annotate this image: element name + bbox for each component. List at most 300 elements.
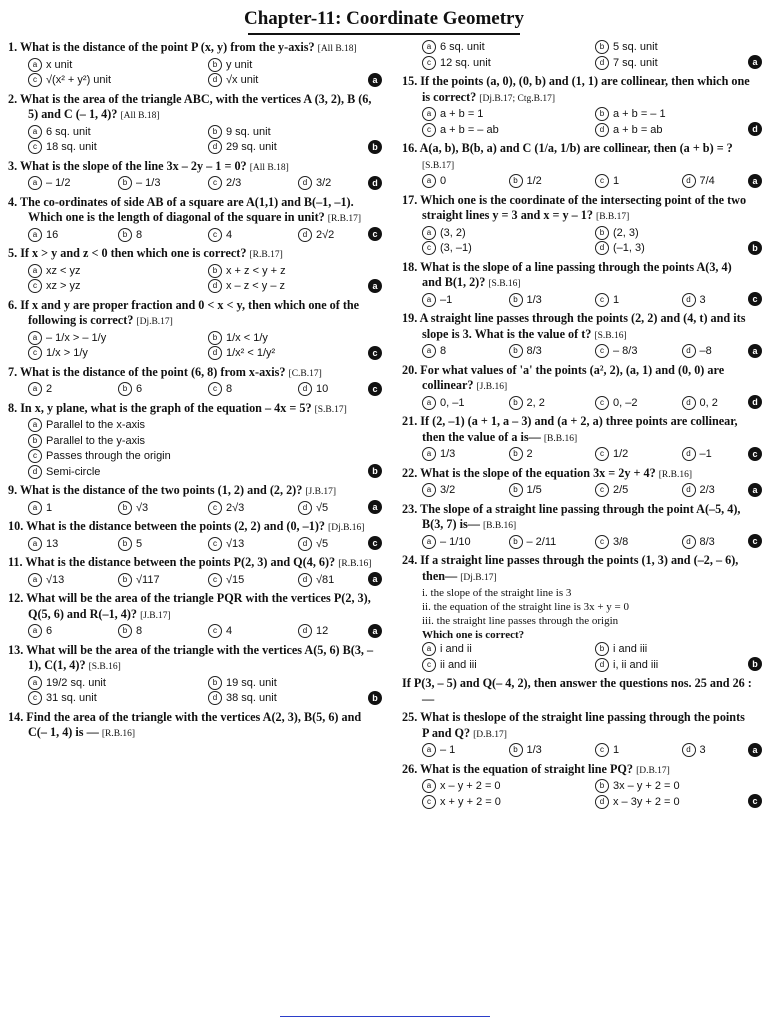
question-stem	[8, 298, 382, 331]
question	[8, 365, 382, 398]
option-a[interactable]	[422, 293, 503, 309]
option-letter: c	[208, 501, 222, 515]
option-c[interactable]	[28, 73, 202, 89]
option-c[interactable]	[422, 795, 589, 811]
options-grid	[402, 344, 762, 360]
answer-badge: b	[368, 140, 382, 154]
option-letter: b	[208, 331, 222, 345]
option-letter: a	[422, 535, 436, 549]
option-letter: a	[28, 58, 42, 72]
option-text: √15	[226, 573, 245, 586]
option-text: – 8/3	[613, 345, 638, 357]
option-text: – 1/3	[136, 177, 161, 189]
option-c[interactable]	[208, 382, 292, 398]
option-a[interactable]	[28, 624, 112, 640]
option-b[interactable]	[118, 573, 202, 589]
option-b[interactable]	[208, 676, 382, 692]
question-text: If the points (a, 0), (0, b) and (1, 1) are collinear, then which one is correct?	[420, 74, 750, 104]
option-text: 2, 2	[526, 396, 545, 409]
option-a[interactable]	[422, 226, 589, 242]
option-text: 16	[46, 228, 59, 241]
option-text: ii and iii	[440, 658, 477, 671]
option-text: a + b = – 1	[613, 108, 666, 120]
option-letter: b	[208, 58, 222, 72]
option-text: 1	[613, 744, 620, 756]
option-text: 4	[226, 625, 233, 637]
option-a[interactable]	[422, 535, 503, 551]
option-c[interactable]	[28, 449, 382, 465]
option-a[interactable]	[28, 537, 112, 553]
answer-badge: c	[368, 536, 382, 550]
option-text: Parallel to the x-axis	[46, 419, 146, 431]
option-a[interactable]	[28, 58, 202, 74]
option-b[interactable]	[509, 743, 590, 759]
question-number: 19.	[402, 311, 418, 325]
option-d[interactable]	[595, 56, 762, 72]
option-c[interactable]	[595, 483, 676, 499]
option-a[interactable]	[28, 501, 112, 517]
option-letter: b	[208, 676, 222, 690]
option-letter: b	[208, 264, 222, 278]
option-b[interactable]	[118, 501, 202, 517]
question-number: 6.	[8, 297, 18, 312]
option-letter: a	[422, 396, 436, 410]
option-text: – 1/2	[46, 177, 71, 189]
options-grid	[8, 537, 382, 553]
option-text: x – z < y – z	[226, 280, 285, 292]
board-reference: [B.B.17]	[596, 212, 630, 222]
option-b[interactable]	[595, 40, 762, 56]
option-text: 1/3	[526, 293, 542, 306]
question-text: What is the area of the triangle ABC, with the vertices A (3, 2), B (6, 5) and C (– 1, 4)?	[19, 91, 372, 121]
option-c[interactable]	[595, 447, 676, 463]
option-text: 1	[46, 501, 53, 514]
option-letter: a	[28, 176, 42, 190]
option-c[interactable]	[208, 573, 292, 589]
question-text: A straight line passes through the points (2, 2) and (4, t) and its slope is 3. What is the value of t?	[419, 311, 746, 341]
option-letter: b	[118, 501, 132, 515]
option-letter: c	[595, 396, 609, 410]
option-letter: a	[422, 226, 436, 240]
question	[8, 40, 382, 89]
question-text: For what values of 'a' the points (a², 2), (a, 1) and (0, 0) are collinear?	[420, 362, 725, 392]
options-grid	[402, 483, 762, 499]
option-b[interactable]	[509, 447, 590, 463]
question-number: 9.	[8, 483, 18, 497]
question	[8, 710, 382, 743]
options-grid	[8, 331, 382, 362]
board-reference: [S.B.17]	[314, 404, 347, 415]
option-a[interactable]	[422, 743, 503, 759]
option-a[interactable]	[28, 676, 202, 692]
options-grid	[8, 228, 382, 244]
option-letter: b	[509, 293, 523, 307]
question-text: The slope of a straight line passing through the point A(–5, 4), B(3, 7) is—	[420, 501, 741, 531]
option-text: 2√3	[226, 501, 245, 514]
answer-badge: a	[368, 279, 382, 293]
option-letter: a	[28, 418, 42, 432]
option-c[interactable]	[595, 535, 676, 551]
option-b[interactable]	[118, 228, 202, 244]
option-b[interactable]	[118, 624, 202, 640]
options-grid	[8, 58, 382, 89]
option-letter: b	[118, 573, 132, 587]
option-text: 2	[46, 383, 53, 395]
option-letter: c	[28, 346, 42, 360]
question-stem	[8, 92, 382, 125]
question	[8, 195, 382, 244]
question-text: If (2, –1) (a + 1, a – 3) and (a + 2, a) three points are collinear, then the value of a is—	[420, 414, 738, 444]
question	[8, 159, 382, 192]
option-d[interactable]	[28, 465, 382, 481]
option-d[interactable]	[595, 241, 762, 257]
option-text: 3/8	[613, 535, 629, 548]
option-b[interactable]	[595, 226, 762, 242]
option-c[interactable]	[208, 624, 292, 640]
option-text: a + b = – ab	[440, 123, 499, 136]
question-number: 20.	[402, 362, 418, 377]
option-text: xz > yz	[46, 280, 81, 292]
option-text: √5	[316, 537, 329, 550]
option-text: 1/5	[526, 484, 542, 496]
options-grid	[8, 676, 382, 707]
option-a[interactable]	[28, 382, 112, 398]
option-a[interactable]	[422, 447, 503, 463]
option-text: 19/2 sq. unit	[46, 676, 106, 689]
option-letter: c	[422, 658, 436, 672]
answer-badge: c	[748, 292, 762, 306]
question-number: 2.	[8, 91, 18, 106]
option-text: –8	[699, 345, 712, 357]
option-d[interactable]	[208, 279, 382, 295]
option-letter: a	[422, 483, 436, 497]
question-number: 10.	[8, 519, 24, 533]
option-letter: a	[422, 447, 436, 461]
board-reference: [B.B.16]	[482, 521, 517, 531]
option-text: 8	[136, 228, 143, 241]
option-text: √13	[46, 573, 65, 586]
option-c[interactable]	[595, 344, 676, 360]
option-letter: d	[595, 795, 609, 809]
question-stem	[8, 365, 382, 383]
question-text: If x > y and z < 0 then which one is correct?	[20, 246, 247, 260]
board-reference: [J.B.17]	[140, 610, 171, 621]
question-stem	[8, 483, 382, 501]
question-text: In x, y plane, what is the graph of the equation – 4x = 5?	[20, 400, 312, 415]
option-a[interactable]	[422, 40, 589, 56]
option-text: 29 sq. unit	[226, 141, 277, 153]
question	[402, 710, 762, 759]
option-c[interactable]	[28, 691, 202, 707]
option-d[interactable]	[208, 140, 382, 156]
question-stem	[402, 466, 762, 484]
option-c[interactable]	[208, 537, 292, 553]
option-text: 3/2	[440, 484, 456, 496]
option-c[interactable]	[28, 279, 202, 295]
option-text: 1/x > 1/y	[46, 347, 88, 359]
option-c[interactable]	[208, 176, 292, 192]
option-letter: a	[422, 107, 436, 121]
option-text: 1/3	[526, 744, 542, 756]
option-text: y unit	[226, 58, 253, 71]
options-grid	[8, 264, 382, 295]
question	[8, 643, 382, 707]
question-text: If a straight line passes through the points (1, 3) and (–2, – 6), then—	[420, 553, 739, 583]
option-letter: a	[422, 293, 436, 307]
option-text: √3	[136, 501, 149, 514]
option-c[interactable]	[422, 123, 589, 139]
option-letter: c	[422, 123, 436, 137]
option-letter: b	[509, 743, 523, 757]
option-b[interactable]	[509, 535, 590, 551]
option-text: (–1, 3)	[613, 242, 645, 254]
option-c[interactable]	[595, 743, 676, 759]
option-text: 5	[136, 537, 143, 550]
option-b[interactable]	[509, 344, 590, 360]
board-reference: [All B.18]	[249, 162, 289, 173]
answer-badge: a	[368, 624, 382, 638]
option-a[interactable]	[28, 331, 202, 347]
board-reference: [Dj.B.17]	[136, 317, 173, 327]
option-text: x – 3y + 2 = 0	[613, 795, 680, 808]
option-text: √(x² + y²) unit	[46, 74, 112, 86]
question-text: What is the slope of the line 3x – 2y – 1 = 0?	[19, 158, 247, 173]
option-b[interactable]	[595, 642, 762, 658]
option-letter: b	[118, 176, 132, 190]
option-letter: c	[208, 382, 222, 396]
option-a[interactable]	[28, 125, 202, 141]
question-text: What will be the area of the triangle with the vertices A(5, 6) B(3, –1), C(1, 4)?	[26, 642, 374, 672]
answer-badge: a	[368, 73, 382, 87]
option-letter: c	[208, 176, 222, 190]
options-grid	[402, 174, 762, 190]
options-grid	[8, 573, 382, 589]
question-number: 11.	[8, 555, 23, 569]
option-letter: a	[28, 382, 42, 396]
answer-badge: a	[368, 572, 382, 586]
question	[402, 676, 762, 707]
option-text: 2/3	[226, 177, 242, 189]
option-c[interactable]	[28, 346, 202, 362]
option-text: 3x – y + 2 = 0	[613, 780, 680, 792]
option-c[interactable]	[422, 241, 589, 257]
option-c[interactable]	[28, 140, 202, 156]
option-letter: a	[422, 174, 436, 188]
option-letter: d	[208, 691, 222, 705]
question-stem	[8, 519, 382, 537]
option-c[interactable]	[595, 174, 676, 190]
option-text: 6	[46, 625, 53, 637]
option-text: 7 sq. unit	[613, 56, 658, 69]
option-letter: c	[208, 624, 222, 638]
option-text: 2/3	[699, 484, 715, 496]
option-b[interactable]	[509, 483, 590, 499]
option-text: – 2/11	[526, 535, 557, 548]
question-text: What is the distance of the two points (1, 2) and (2, 2)?	[19, 483, 303, 497]
board-reference: [All B.18]	[120, 111, 160, 121]
option-d[interactable]	[595, 658, 762, 674]
board-reference: [All B.18]	[317, 44, 357, 54]
title-underline	[248, 33, 520, 35]
question-text: What will be the area of the triangle PQR with the vertices P(2, 3), Q(5, 6) and R(–1, 4)?	[26, 591, 371, 621]
option-a[interactable]	[422, 174, 503, 190]
question-text: The co-ordinates of side AB of a square are A(1,1) and B(–1, –1). Which one is the length of diagonal of the square in unit?	[19, 194, 354, 224]
options-grid	[402, 107, 762, 138]
option-a[interactable]	[422, 396, 503, 412]
answer-badge: b	[748, 657, 762, 671]
option-text: 10	[316, 383, 329, 395]
option-b[interactable]	[208, 264, 382, 280]
option-d[interactable]	[595, 795, 762, 811]
option-letter: c	[208, 228, 222, 242]
question	[8, 92, 382, 156]
option-c[interactable]	[422, 56, 589, 72]
question	[8, 246, 382, 295]
option-letter: d	[208, 140, 222, 154]
options-grid	[402, 743, 762, 759]
option-letter: c	[595, 174, 609, 188]
option-b[interactable]	[595, 779, 762, 795]
option-letter: c	[28, 691, 42, 705]
option-d[interactable]	[595, 123, 762, 139]
option-text: x + y + 2 = 0	[440, 795, 501, 808]
option-a[interactable]	[28, 228, 112, 244]
option-text: 6	[136, 383, 143, 395]
option-a[interactable]	[422, 779, 589, 795]
option-a[interactable]	[28, 264, 202, 280]
options-grid	[8, 624, 382, 640]
question-text: What is the distance of the point P (x, y) from the y-axis?	[19, 40, 315, 54]
question-stem	[402, 762, 762, 780]
which-correct: Which one is correct?	[422, 629, 525, 641]
question	[402, 363, 762, 412]
option-letter: d	[595, 658, 609, 672]
option-c[interactable]	[208, 501, 292, 517]
option-letter: b	[509, 344, 523, 358]
question-stem	[402, 553, 762, 586]
option-letter: d	[595, 123, 609, 137]
question-stem	[8, 643, 382, 676]
option-b[interactable]	[28, 434, 382, 450]
board-reference: [D.B.17]	[636, 765, 670, 776]
option-letter: b	[509, 535, 523, 549]
option-b[interactable]	[509, 174, 590, 190]
answer-badge: b	[368, 464, 382, 478]
question	[8, 555, 382, 588]
option-a[interactable]	[28, 573, 112, 589]
option-c[interactable]	[208, 228, 292, 244]
option-text: 3	[699, 293, 706, 306]
option-letter: d	[208, 346, 222, 360]
option-letter: c	[595, 743, 609, 757]
option-letter: d	[298, 624, 312, 638]
option-text: 8/3	[699, 535, 715, 548]
option-letter: d	[298, 228, 312, 242]
question	[8, 483, 382, 516]
question-stem	[402, 193, 762, 226]
option-c[interactable]	[422, 658, 589, 674]
question	[402, 193, 762, 257]
question-stem	[8, 159, 382, 177]
question	[402, 502, 762, 551]
question-number: 8.	[8, 400, 18, 415]
question-stem	[8, 246, 382, 264]
question-number: 22.	[402, 465, 418, 480]
option-c[interactable]	[595, 396, 676, 412]
statement-line: ii. the equation of the straight line is 3x + y = 0	[422, 601, 630, 613]
option-b[interactable]	[208, 331, 382, 347]
answer-badge: a	[748, 483, 762, 497]
option-text: 3	[699, 744, 706, 756]
option-text: 8	[440, 345, 447, 357]
question-number: 3.	[8, 158, 18, 173]
option-letter: b	[118, 624, 132, 638]
options-grid	[8, 501, 382, 517]
answer-badge: c	[748, 794, 762, 808]
option-b[interactable]	[118, 382, 202, 398]
board-reference: [S.B.16]	[88, 662, 121, 672]
option-text: 0, –1	[440, 396, 465, 409]
option-text: x – y + 2 = 0	[440, 780, 501, 792]
option-b[interactable]	[118, 537, 202, 553]
option-text: 31 sq. unit	[46, 692, 97, 704]
question-stem	[402, 710, 762, 743]
option-a[interactable]	[422, 107, 589, 123]
option-b[interactable]	[509, 293, 590, 309]
option-c[interactable]	[595, 293, 676, 309]
option-text: x unit	[46, 58, 73, 71]
board-reference: [R.B.16]	[338, 559, 372, 569]
board-reference: [R.B.17]	[327, 214, 362, 224]
option-d[interactable]	[208, 691, 382, 707]
answer-badge: a	[748, 743, 762, 757]
option-text: – 1/10	[440, 535, 471, 548]
board-reference: [J.B.16]	[476, 382, 508, 392]
option-text: 6 sq. unit	[440, 41, 485, 53]
option-letter: a	[28, 264, 42, 278]
option-b[interactable]	[208, 58, 382, 74]
board-reference: [C.B.17]	[288, 368, 322, 379]
option-b[interactable]	[208, 125, 382, 141]
option-text: –1	[699, 448, 712, 460]
option-b[interactable]	[595, 107, 762, 123]
option-text: 8	[136, 625, 143, 637]
options-grid	[402, 779, 762, 810]
question-number: 15.	[402, 74, 418, 88]
question	[402, 260, 762, 309]
question-text: What is the slope of the equation 3x = 2y + 4?	[420, 465, 656, 480]
option-text: 2	[526, 448, 533, 460]
option-d[interactable]	[208, 346, 382, 362]
chapter-title: Chapter-11: Coordinate Geometry	[243, 8, 524, 29]
option-letter: d	[298, 537, 312, 551]
option-b[interactable]	[118, 176, 202, 192]
option-text: x + z < y + z	[226, 264, 286, 277]
option-a[interactable]	[422, 642, 589, 658]
option-a[interactable]	[422, 344, 503, 360]
option-a[interactable]	[28, 418, 382, 434]
question-stem	[402, 363, 762, 396]
question-stem	[402, 311, 762, 344]
question-stem	[8, 591, 382, 624]
option-a[interactable]	[422, 483, 503, 499]
option-b[interactable]	[509, 396, 590, 412]
answer-badge: d	[748, 395, 762, 409]
option-text: 2/5	[613, 484, 629, 496]
option-a[interactable]	[28, 176, 112, 192]
option-text: 8/3	[526, 345, 542, 357]
option-d[interactable]	[208, 73, 382, 89]
